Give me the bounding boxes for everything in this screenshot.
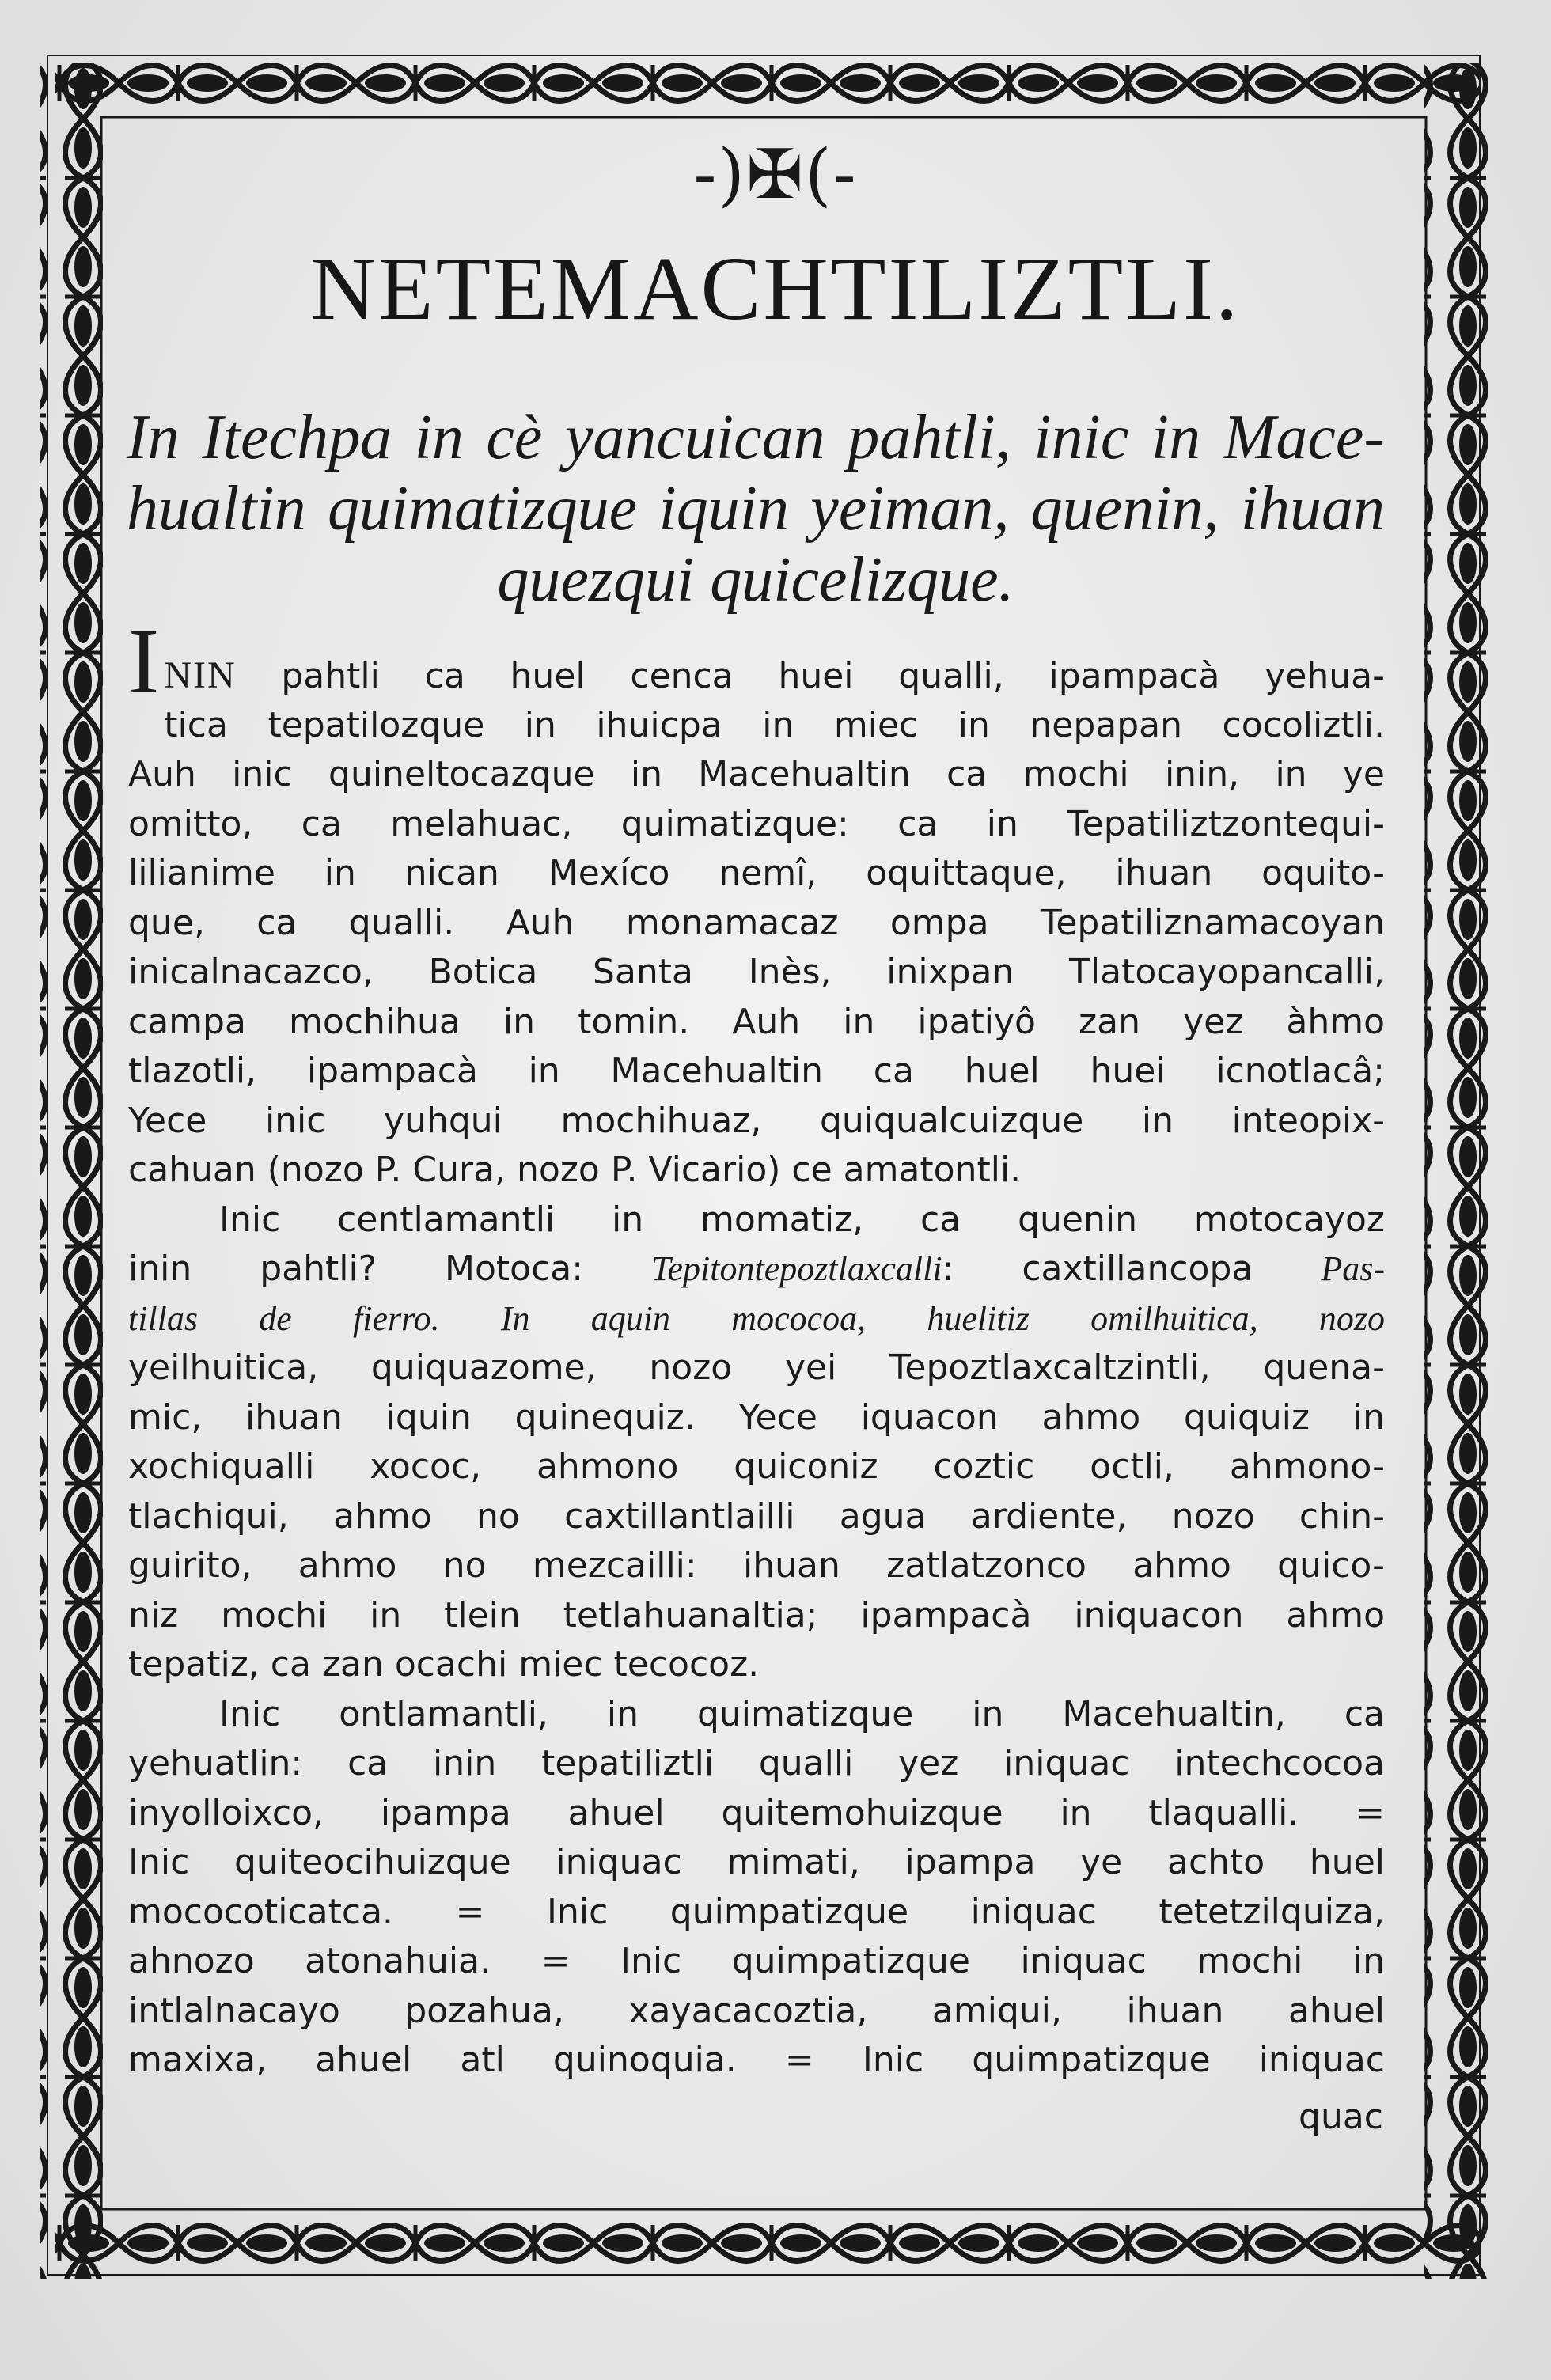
catchword: quac bbox=[1299, 2097, 1383, 2137]
text-line bbox=[128, 1294, 1385, 1344]
text-line: lilianime in nican Mexíco nemî, oquittaque, ihuan oquito- bbox=[128, 853, 1385, 893]
line-text: : caxtillancopa bbox=[942, 1249, 1322, 1289]
text-line: maxixa, ahuel atl quinoquia. = Inic quimpatizque iniquac bbox=[128, 2040, 1385, 2080]
text-line: tica tepatilozque in ihuicpa in miec in nepapan cocoliztli. bbox=[164, 704, 1385, 745]
text-line: Auh inic quineltocazque in Macehualtin ca mochi inin, in ye bbox=[128, 754, 1385, 794]
text-line: cahuan (nozo P. Cura, nozo P. Vicario) ce amatontli. bbox=[128, 1150, 1022, 1190]
page-title: NETEMACHTILIZTLI. bbox=[310, 238, 1241, 339]
text-line: mic, ihuan iquin quinequiz. Yece iquacon ahmo quiquiz in bbox=[128, 1397, 1385, 1438]
text-line: yehuatlin: ca inin tepatiliztli qualli yez iniquac intechcocoa bbox=[128, 1743, 1385, 1783]
subtitle-line: quezqui quicelizque. bbox=[497, 545, 1014, 615]
text-line: campa mochihua in tomin. Auh in ipatiyô zan yez àhmo bbox=[128, 1001, 1385, 1042]
text-line: Inic ontlamantli, in quimatizque in Macehualtin, ca bbox=[219, 1693, 1385, 1734]
text-line bbox=[128, 1245, 1385, 1294]
drop-cap: I bbox=[128, 609, 160, 713]
small-caps-word: NIN bbox=[164, 654, 237, 696]
text-line: omitto, ca melahuac, quimatizque: ca in Tepatiliztzontequi- bbox=[128, 803, 1385, 844]
body-text bbox=[128, 609, 1385, 2086]
text-line: tlachiqui, ahmo no caxtillantlailli agua ardiente, nozo chin- bbox=[128, 1495, 1385, 1537]
text-line: ahnozo atonahuia. = Inic quimpatizque iniquac mochi in bbox=[128, 1941, 1385, 1981]
text-line: Yece inic yuhqui mochihuaz, quiqualcuizque in inteopix- bbox=[128, 1100, 1385, 1141]
text-line bbox=[128, 609, 1385, 713]
text-line: inyolloixco, ipampa ahuel quitemohuizque in tlaqualli. = bbox=[128, 1792, 1385, 1833]
line-text: pahtli ca huel cenca huei qualli, ipampacà yehua- bbox=[236, 656, 1385, 696]
text-line: tepatiz, ca zan ocachi miec tecocoz. bbox=[128, 1644, 760, 1685]
text-line: yeilhuitica, quiquazome, nozo yei Tepoztlaxcaltzintli, quena- bbox=[128, 1347, 1385, 1388]
subtitle-line: hualtin quimatizque iquin yeiman, quenin, ihuan bbox=[127, 474, 1385, 544]
text-line: mococoticatca. = Inic quimpatizque iniquac tetetzilquiza, bbox=[128, 1891, 1385, 1932]
text-line: Inic quiteocihuizque iniquac mimati, ipampa ye achto huel bbox=[128, 1842, 1385, 1882]
text-line: inicalnacazco, Botica Santa Inès, inixpan Tlatocayopancalli, bbox=[128, 952, 1385, 992]
title-ornament: -)✠(- bbox=[693, 135, 858, 214]
line-text: inin pahtli? Motoca: bbox=[128, 1249, 652, 1289]
italic-term: Pas- bbox=[1321, 1249, 1385, 1288]
text-line: guirito, ahmo no mezcailli: ihuan zatlatzonco ahmo quico- bbox=[128, 1545, 1385, 1586]
text-line: Inic centlamantli in momatiz, ca quenin motocayoz bbox=[219, 1199, 1385, 1240]
subtitle-line: In Itechpa in cè yancuican pahtli, inic in Mace- bbox=[127, 403, 1385, 472]
text-line: intlalnacayo pozahua, xayacacoztia, amiqui, ihuan ahuel bbox=[128, 1990, 1385, 2031]
text-line: xochiqualli xococ, ahmono quiconiz coztic octli, ahmono- bbox=[128, 1446, 1385, 1487]
italic-term: tillas de fierro. In aquin mococoa, huelitiz omilhuitica, nozo bbox=[128, 1298, 1385, 1338]
subtitle bbox=[127, 402, 1385, 616]
text-line: niz mochi in tlein tetlahuanaltia; ipampacà iniquacon ahmo bbox=[128, 1594, 1385, 1635]
text-line: tlazotli, ipampacà in Macehualtin ca huel huei icnotlacâ; bbox=[128, 1051, 1385, 1091]
text-line: que, ca qualli. Auh monamacaz ompa Tepatiliznamacoyan bbox=[128, 902, 1385, 943]
italic-term: Tepitontepoztlaxcalli bbox=[651, 1249, 942, 1288]
